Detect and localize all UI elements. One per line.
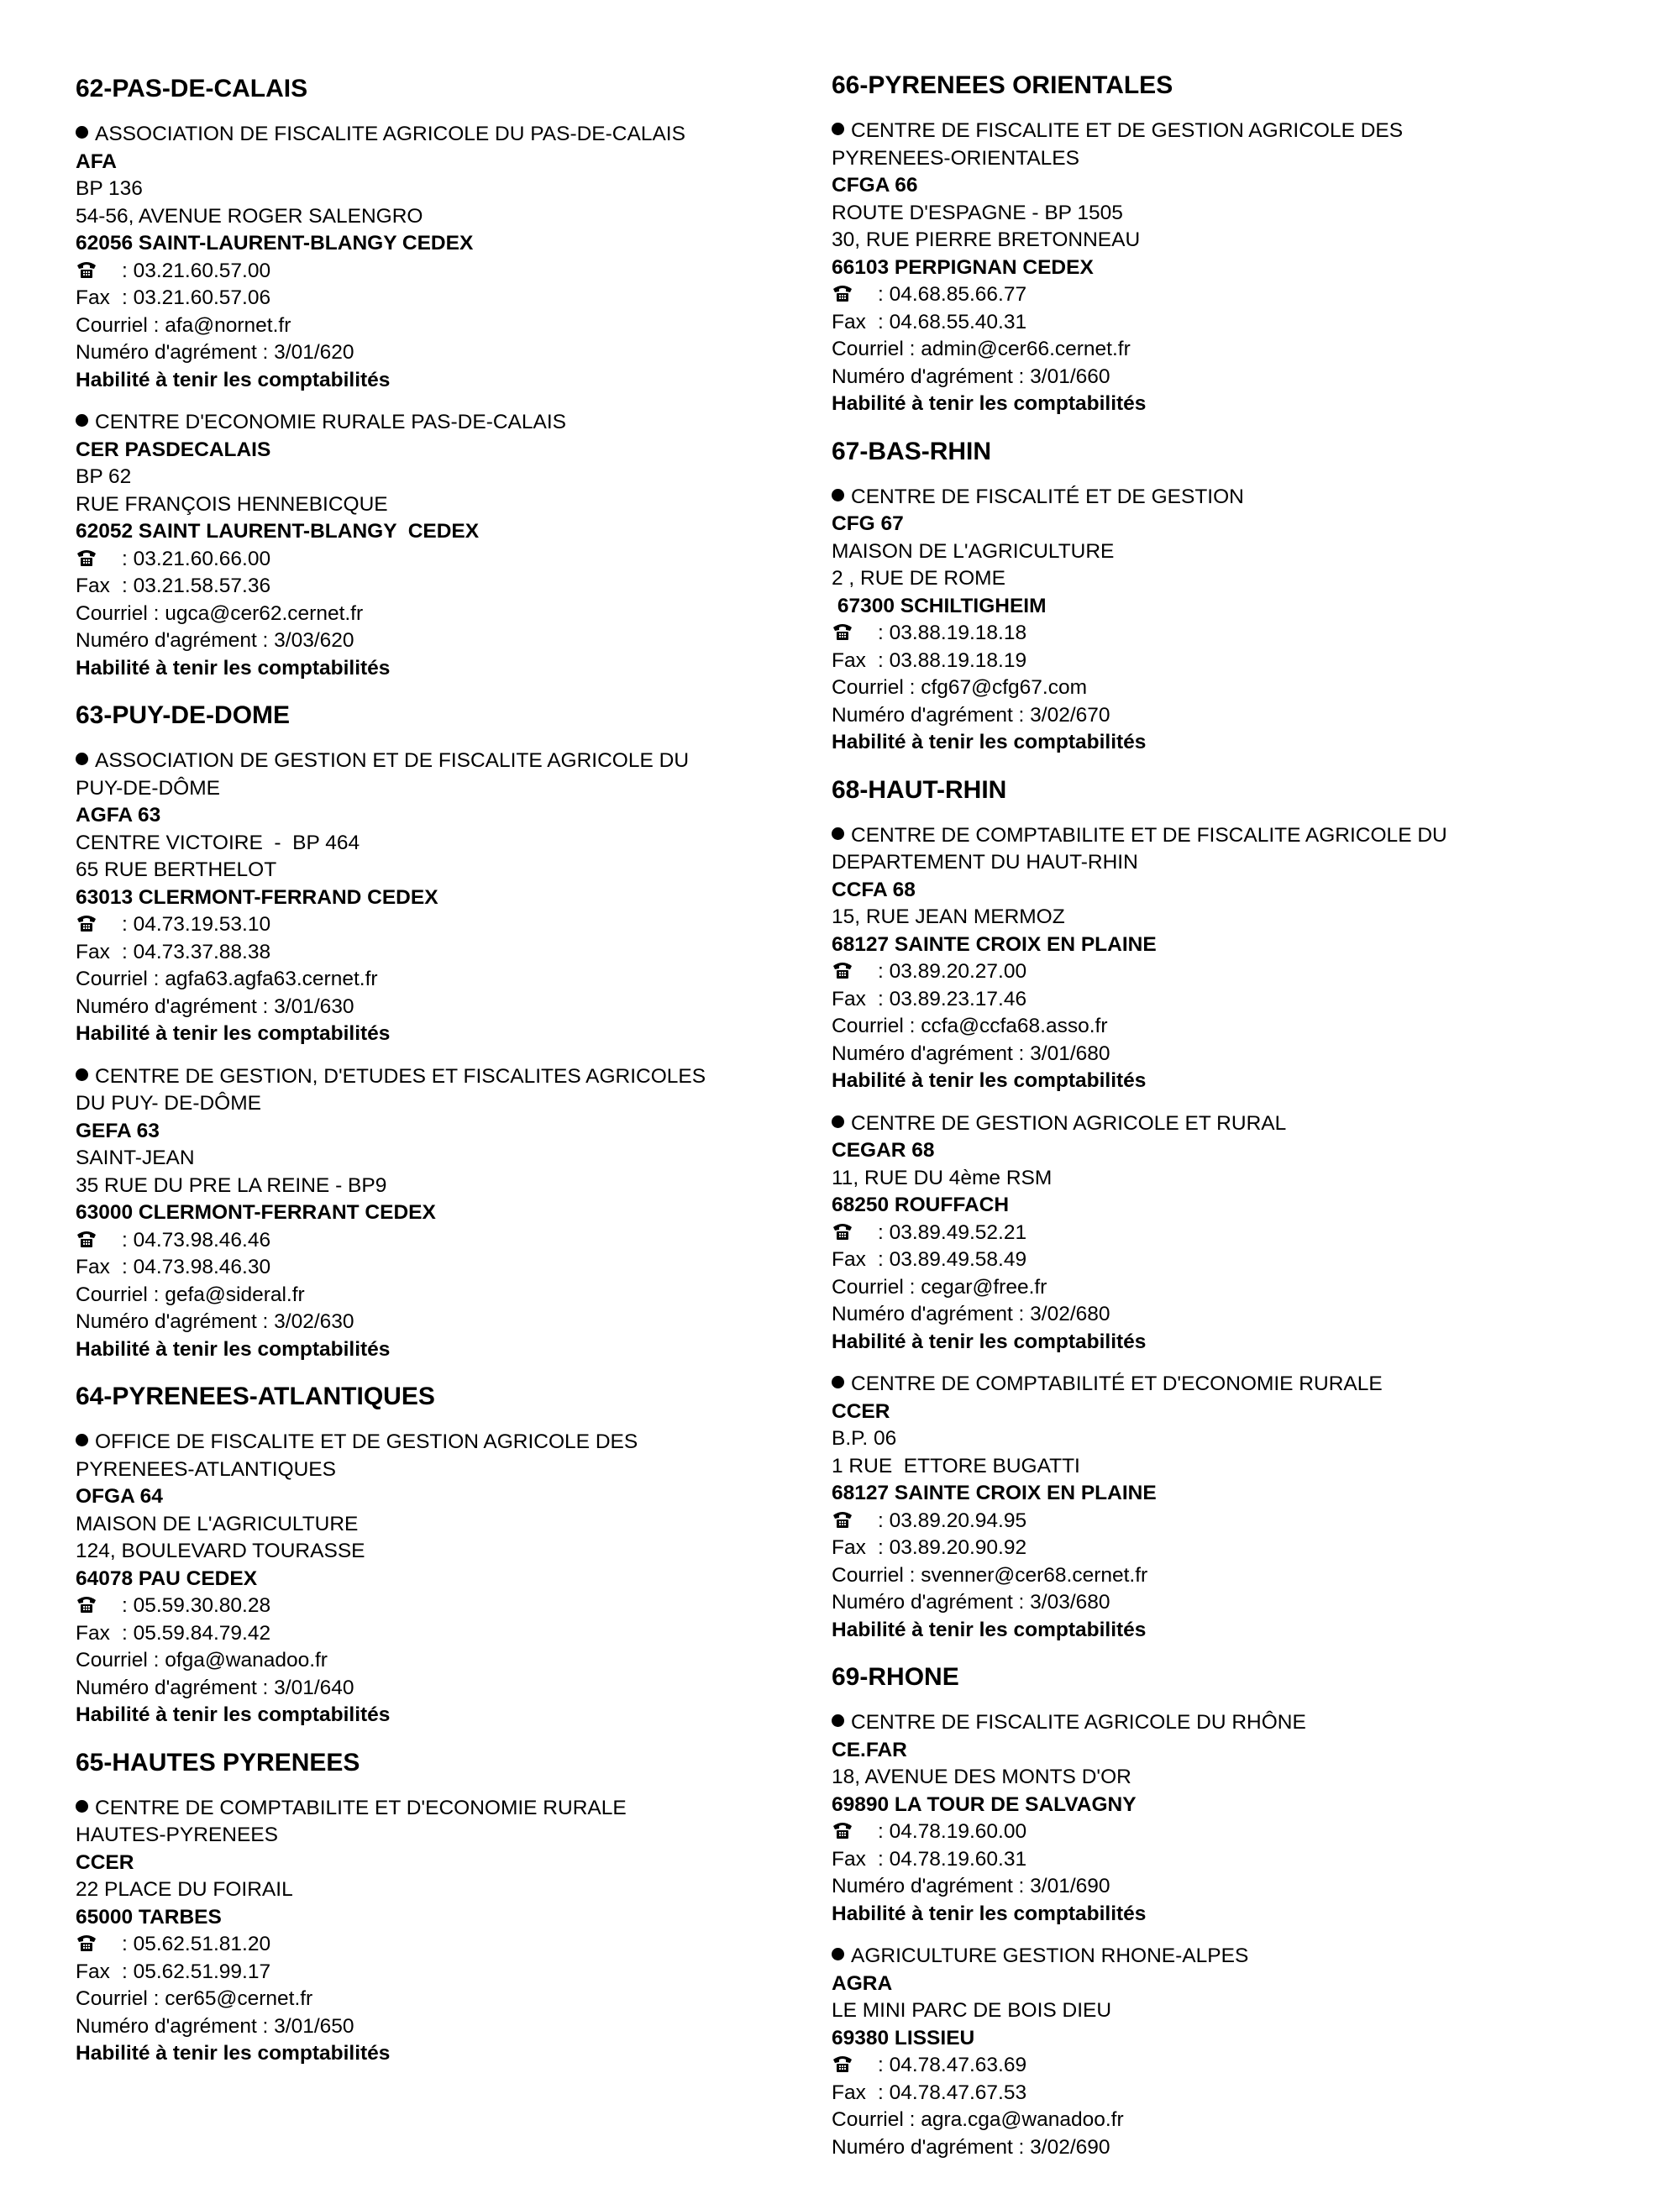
organization-name: [76, 1063, 815, 1091]
agrement-number: Numéro d'agrément : 3/01/640: [76, 1676, 354, 1699]
fax-number: : 03.89.23.17.46: [878, 987, 1027, 1010]
email-line: Courriel : gefa@sideral.fr: [76, 1283, 305, 1306]
department-title: 64-PYRENEES-ATLANTIQUES: [76, 1383, 435, 1410]
email-line: Courriel : agfa63.agfa63.cernet.fr: [76, 968, 378, 990]
bullet-icon: [832, 827, 844, 840]
agrement-number: Numéro d'agrément : 3/01/660: [832, 365, 1110, 388]
department-title: 65-HAUTES PYRENEES: [76, 1748, 360, 1777]
fax-number: : 04.73.98.46.30: [122, 1256, 271, 1278]
organization-name-text: CENTRE DE COMPTABILITÉ ET D'ECONOMIE RURALE: [851, 1372, 1383, 1395]
phone-row: [76, 1593, 815, 1620]
organization-name: [832, 1943, 1588, 1971]
agrement-number: Numéro d'agrément : 3/02/680: [832, 1303, 1110, 1325]
fax-number: : 04.73.37.88.38: [122, 940, 271, 963]
fax-row: [76, 1254, 815, 1282]
habilitation-note: Habilité à tenir les comptabilités: [76, 1022, 391, 1045]
fax-number: : 03.88.19.18.19: [878, 648, 1027, 672]
department-section: [832, 437, 1588, 757]
organization-name-text: CENTRE D'ECONOMIE RURALE PAS-DE-CALAIS: [95, 411, 567, 433]
address-line: 2 , RUE DE ROME: [832, 567, 1005, 590]
organization-name: [76, 775, 815, 803]
department-section: [76, 701, 815, 1363]
bullet-icon: [76, 414, 88, 427]
agrement-number: Numéro d'agrément : 3/02/690: [832, 2135, 1110, 2159]
phone-row: [76, 546, 815, 574]
habilitation-note: Habilité à tenir les comptabilités: [832, 1069, 1147, 1092]
fax-row: [76, 285, 815, 312]
phone-number: : 03.89.20.94.95: [878, 1509, 1027, 1532]
habilitation-note: Habilité à tenir les comptabilités: [832, 1330, 1147, 1353]
organization-name: [832, 145, 1588, 173]
organization-name-text: CENTRE DE FISCALITE AGRICOLE DU RHÔNE: [851, 1711, 1306, 1734]
organization-acronym: AGFA 63: [76, 804, 161, 827]
fax-label: Fax: [76, 575, 110, 597]
email-line: Courriel : svenner@cer68.cernet.fr: [832, 1563, 1148, 1587]
department-section: [832, 775, 1588, 1645]
organization-name-text: CENTRE DE FISCALITE ET DE GESTION AGRICOLE DES: [851, 119, 1404, 142]
phone-number: : 04.78.47.63.69: [878, 2054, 1027, 2076]
organization-acronym: GEFA 63: [76, 1119, 160, 1142]
organization-name-text: PYRENEES-ORIENTALES: [832, 146, 1079, 170]
fax-row: [832, 986, 1588, 1014]
fax-row: [832, 1246, 1588, 1274]
bullet-icon: [832, 1948, 844, 1960]
organization-name-text: CENTRE DE FISCALITÉ ET DE GESTION: [851, 485, 1244, 508]
bullet-icon: [832, 489, 844, 501]
address-line: LE MINI PARC DE BOIS DIEU: [832, 1999, 1112, 2022]
organization-name-text: ASSOCIATION DE GESTION ET DE FISCALITE AGRICOLE DU: [95, 749, 690, 772]
organization-name: [832, 1110, 1588, 1138]
email-line: Courriel : agra.cga@wanadoo.fr: [832, 2108, 1124, 2131]
phone-number: : 04.68.85.66.77: [878, 283, 1027, 306]
organization-entry: [832, 1371, 1588, 1644]
address-line: 22 PLACE DU FOIRAIL: [76, 1878, 293, 1901]
agrement-number: Numéro d'agrément : 3/03/620: [76, 629, 354, 652]
right-column: [832, 71, 1588, 2180]
organization-acronym: AFA: [76, 150, 117, 173]
postal-city: 68250 ROUFFACH: [832, 1194, 1010, 1216]
address-line: SAINT-JEAN: [76, 1147, 195, 1169]
organization-name: [832, 1709, 1588, 1737]
habilitation-note: Habilité à tenir les comptabilités: [832, 731, 1147, 753]
organization-acronym: CEGAR 68: [832, 1139, 935, 1162]
organization-acronym: CER PASDECALAIS: [76, 438, 271, 461]
address-line: 35 RUE DU PRE LA REINE - BP9: [76, 1173, 387, 1197]
fax-row: [832, 1846, 1588, 1874]
organization-name-text: ASSOCIATION DE FISCALITE AGRICOLE DU PAS-DE-CALAIS: [95, 123, 685, 145]
organization-name: [76, 1822, 815, 1850]
organization-entry: [76, 1429, 815, 1729]
postal-city: 69890 LA TOUR DE SALVAGNY: [832, 1792, 1137, 1816]
email-line: Courriel : cegar@free.fr: [832, 1275, 1047, 1299]
fax-label: Fax: [76, 940, 110, 963]
postal-city: 69380 LISSIEU: [832, 2026, 975, 2049]
postal-city: 68127 SAINTE CROIX EN PLAINE: [832, 1482, 1157, 1504]
phone-row: [76, 911, 815, 939]
habilitation-note: Habilité à tenir les comptabilités: [76, 2042, 391, 2065]
organization-acronym: CE.FAR: [832, 1738, 907, 1761]
fax-number: : 05.59.84.79.42: [122, 1621, 271, 1645]
telephone-icon: [832, 1508, 878, 1531]
address-line: MAISON DE L'AGRICULTURE: [832, 539, 1115, 563]
agrement-number: Numéro d'agrément : 3/01/680: [832, 1042, 1110, 1065]
fax-row: [832, 648, 1588, 675]
habilitation-note: Habilité à tenir les comptabilités: [76, 656, 391, 680]
phone-row: [832, 281, 1588, 309]
address-line: 18, AVENUE DES MONTS D'OR: [832, 1766, 1131, 1788]
phone-number: : 04.73.98.46.46: [122, 1228, 271, 1252]
organization-entry: [832, 484, 1588, 757]
habilitation-note: Habilité à tenir les comptabilités: [76, 1337, 391, 1361]
postal-city: 62052 SAINT LAURENT-BLANGY CEDEX: [76, 520, 480, 543]
department-section: [76, 1382, 815, 1729]
address-line: 30, RUE PIERRE BRETONNEAU: [832, 228, 1141, 251]
bullet-icon: [832, 1115, 844, 1128]
phone-row: [76, 258, 815, 286]
telephone-icon: [76, 911, 122, 935]
phone-number: : 05.62.51.81.20: [122, 1933, 271, 1955]
postal-city: 67300 SCHILTIGHEIM: [832, 594, 1047, 617]
fax-label: Fax: [76, 1621, 110, 1645]
address-line: B.P. 06: [832, 1427, 897, 1450]
fax-row: [76, 1620, 815, 1648]
bullet-icon: [832, 1714, 844, 1727]
organization-name-text: HAUTES-PYRENEES: [76, 1824, 278, 1846]
organization-name: [76, 1429, 815, 1456]
organization-name-text: DEPARTEMENT DU HAUT-RHIN: [832, 851, 1138, 874]
department-title: 66-PYRENEES ORIENTALES: [832, 71, 1173, 99]
organization-name-text: CENTRE DE COMPTABILITE ET D'ECONOMIE RURALE: [95, 1796, 627, 1819]
email-line: Courriel : ugca@cer62.cernet.fr: [76, 601, 364, 625]
department-title: 68-HAUT-RHIN: [832, 775, 1007, 804]
organization-name: [832, 484, 1588, 512]
phone-row: [76, 1931, 815, 1959]
organization-name-text: PUY-DE-DÔME: [76, 776, 220, 800]
agrement-number: Numéro d'agrément : 3/01/630: [76, 995, 354, 1018]
organization-entry: [76, 1063, 815, 1364]
fax-label: Fax: [76, 286, 110, 309]
phone-row: [832, 1819, 1588, 1846]
agrement-number: Numéro d'agrément : 3/03/680: [832, 1591, 1110, 1614]
left-column: [76, 74, 815, 2086]
department-section: [832, 1662, 1588, 2161]
telephone-icon: [76, 1931, 122, 1955]
fax-row: [832, 1535, 1588, 1562]
phone-number: : 03.89.49.52.21: [878, 1220, 1027, 1244]
postal-city: 68127 SAINTE CROIX EN PLAINE: [832, 932, 1157, 956]
habilitation-note: Habilité à tenir les comptabilités: [76, 1703, 391, 1726]
phone-number: : 03.89.20.27.00: [878, 960, 1027, 983]
bullet-icon: [76, 126, 88, 139]
organization-name-text: DU PUY- DE-DÔME: [76, 1092, 261, 1115]
fax-number: : 03.21.60.57.06: [122, 286, 271, 309]
address-line: BP 62: [76, 465, 132, 488]
organization-name-text: AGRICULTURE GESTION RHONE-ALPES: [851, 1944, 1249, 1967]
postal-city: 66103 PERPIGNAN CEDEX: [832, 255, 1094, 279]
telephone-icon: [76, 258, 122, 281]
organization-acronym: AGRA: [832, 1971, 893, 1995]
phone-row: [76, 1227, 815, 1255]
organization-name-text: PYRENEES-ATLANTIQUES: [76, 1457, 336, 1481]
agrement-number: Numéro d'agrément : 3/02/670: [832, 703, 1110, 727]
phone-number: : 04.78.19.60.00: [878, 1820, 1027, 1843]
organization-acronym: OFGA 64: [76, 1485, 163, 1508]
telephone-icon: [76, 546, 122, 569]
organization-name: [76, 121, 815, 149]
address-line: 11, RUE DU 4ème RSM: [832, 1166, 1053, 1189]
address-line: 1 RUE ETTORE BUGATTI: [832, 1454, 1080, 1477]
agrement-number: Numéro d'agrément : 3/01/690: [832, 1875, 1110, 1897]
fax-row: [76, 573, 815, 601]
phone-number: : 05.59.30.80.28: [122, 1594, 271, 1617]
fax-row: [832, 2080, 1588, 2107]
phone-number: : 04.73.19.53.10: [122, 913, 271, 936]
phone-row: [832, 2052, 1588, 2080]
fax-row: [76, 1959, 815, 1986]
fax-label: Fax: [832, 310, 866, 333]
postal-city: 62056 SAINT-LAURENT-BLANGY CEDEX: [76, 232, 474, 255]
bullet-icon: [832, 123, 844, 135]
fax-label: Fax: [76, 1256, 110, 1278]
phone-row: [832, 958, 1588, 986]
fax-number: : 04.78.19.60.31: [878, 1847, 1027, 1871]
bullet-icon: [76, 1068, 88, 1081]
department-section: [832, 71, 1588, 418]
postal-city: 63000 CLERMONT-FERRANT CEDEX: [76, 1201, 436, 1224]
telephone-icon: [832, 620, 878, 643]
bullet-icon: [76, 1800, 88, 1813]
fax-number: : 05.62.51.99.17: [122, 1960, 271, 1983]
telephone-icon: [76, 1593, 122, 1616]
bullet-icon: [76, 753, 88, 765]
fax-row: [832, 309, 1588, 337]
organization-name: [832, 822, 1588, 850]
telephone-icon: [832, 2052, 878, 2076]
phone-row: [832, 1508, 1588, 1535]
organization-name-text: CENTRE DE GESTION AGRICOLE ET RURAL: [851, 1111, 1287, 1135]
email-line: Courriel : afa@nornet.fr: [76, 313, 291, 337]
telephone-icon: [76, 1227, 122, 1251]
fax-number: : 04.78.47.67.53: [878, 2081, 1027, 2104]
organization-name: [76, 748, 815, 775]
telephone-icon: [832, 958, 878, 982]
organization-entry: [76, 409, 815, 682]
email-line: Courriel : ccfa@ccfa68.asso.fr: [832, 1015, 1108, 1037]
organization-acronym: CFG 67: [832, 512, 904, 535]
organization-entry: [76, 121, 815, 394]
address-line: BP 136: [76, 177, 143, 200]
organization-name-text: CENTRE DE GESTION, D'ETUDES ET FISCALITES AGRICOLES: [95, 1064, 706, 1088]
agrement-number: Numéro d'agrément : 3/01/650: [76, 2014, 354, 2038]
fax-label: Fax: [832, 1536, 866, 1559]
telephone-icon: [832, 281, 878, 305]
organization-entry: [832, 1943, 1588, 2161]
phone-number: : 03.21.60.57.00: [122, 259, 271, 282]
address-line: 15, RUE JEAN MERMOZ: [832, 905, 1065, 928]
postal-city: 63013 CLERMONT-FERRAND CEDEX: [76, 885, 438, 909]
department-title: 67-BAS-RHIN: [832, 437, 992, 465]
bullet-icon: [76, 1434, 88, 1446]
postal-city: 65000 TARBES: [76, 1905, 222, 1929]
fax-row: [76, 939, 815, 967]
telephone-icon: [832, 1819, 878, 1842]
department-title: 62-PAS-DE-CALAIS: [76, 75, 308, 102]
organization-name: [832, 849, 1588, 877]
address-line: MAISON DE L'AGRICULTURE: [76, 1512, 359, 1535]
organization-entry: [832, 1110, 1588, 1357]
address-line: ROUTE D'ESPAGNE - BP 1505: [832, 201, 1123, 224]
organization-entry: [76, 1795, 815, 2068]
postal-city: 64078 PAU CEDEX: [76, 1567, 258, 1590]
organization-entry: [832, 118, 1588, 418]
fax-label: Fax: [76, 1960, 110, 1983]
habilitation-note: Habilité à tenir les comptabilités: [832, 1902, 1147, 1925]
organization-name: [76, 1456, 815, 1484]
organization-name: [76, 409, 815, 437]
department-title: 69-RHONE: [832, 1663, 959, 1691]
habilitation-note: Habilité à tenir les comptabilités: [832, 392, 1147, 415]
fax-label: Fax: [832, 2081, 866, 2104]
fax-number: : 04.68.55.40.31: [878, 310, 1027, 333]
organization-name: [832, 118, 1588, 145]
email-line: Courriel : ofga@wanadoo.fr: [76, 1649, 328, 1672]
email-line: Courriel : admin@cer66.cernet.fr: [832, 338, 1131, 360]
email-line: Courriel : cfg67@cfg67.com: [832, 676, 1088, 699]
organization-entry: [832, 1709, 1588, 1928]
bullet-icon: [832, 1376, 844, 1388]
department-section: [76, 1748, 815, 2068]
organization-name-text: CENTRE DE COMPTABILITE ET DE FISCALITE AGRICOLE DU: [851, 823, 1447, 847]
telephone-icon: [832, 1220, 878, 1243]
agrement-number: Numéro d'agrément : 3/02/630: [76, 1310, 354, 1333]
organization-name-text: OFFICE DE FISCALITE ET DE GESTION AGRICOLE DES: [95, 1430, 638, 1453]
habilitation-note: Habilité à tenir les comptabilités: [76, 368, 391, 391]
department-section: [76, 74, 815, 682]
fax-label: Fax: [832, 648, 866, 672]
phone-row: [832, 1220, 1588, 1247]
address-line: 65 RUE BERTHELOT: [76, 858, 277, 881]
email-line: Courriel : cer65@cernet.fr: [76, 1987, 313, 2010]
phone-number: : 03.88.19.18.18: [878, 622, 1027, 644]
department-title: 63-PUY-DE-DOME: [76, 701, 291, 729]
organization-acronym: CFGA 66: [832, 174, 918, 197]
organization-acronym: CCER: [76, 1850, 134, 1874]
fax-label: Fax: [832, 987, 866, 1010]
habilitation-note: Habilité à tenir les comptabilités: [832, 1618, 1147, 1641]
address-line: RUE FRANÇOIS HENNEBICQUE: [76, 492, 388, 516]
fax-label: Fax: [832, 1248, 866, 1271]
address-line: 124, BOULEVARD TOURASSE: [76, 1540, 365, 1562]
organization-acronym: CCFA 68: [832, 878, 916, 901]
fax-number: : 03.21.58.57.36: [122, 575, 271, 597]
organization-entry: [832, 822, 1588, 1095]
organization-acronym: CCER: [832, 1399, 890, 1423]
organization-name: [832, 1371, 1588, 1399]
organization-entry: [76, 748, 815, 1048]
address-line: CENTRE VICTOIRE - BP 464: [76, 831, 360, 854]
organization-name: [76, 1795, 815, 1823]
fax-number: : 03.89.20.90.92: [878, 1536, 1027, 1559]
organization-name: [76, 1090, 815, 1118]
agrement-number: Numéro d'agrément : 3/01/620: [76, 341, 354, 364]
fax-number: : 03.89.49.58.49: [878, 1248, 1027, 1271]
phone-row: [832, 620, 1588, 648]
phone-number: : 03.21.60.66.00: [122, 547, 271, 570]
fax-label: Fax: [832, 1847, 866, 1871]
address-line: 54-56, AVENUE ROGER SALENGRO: [76, 204, 423, 228]
